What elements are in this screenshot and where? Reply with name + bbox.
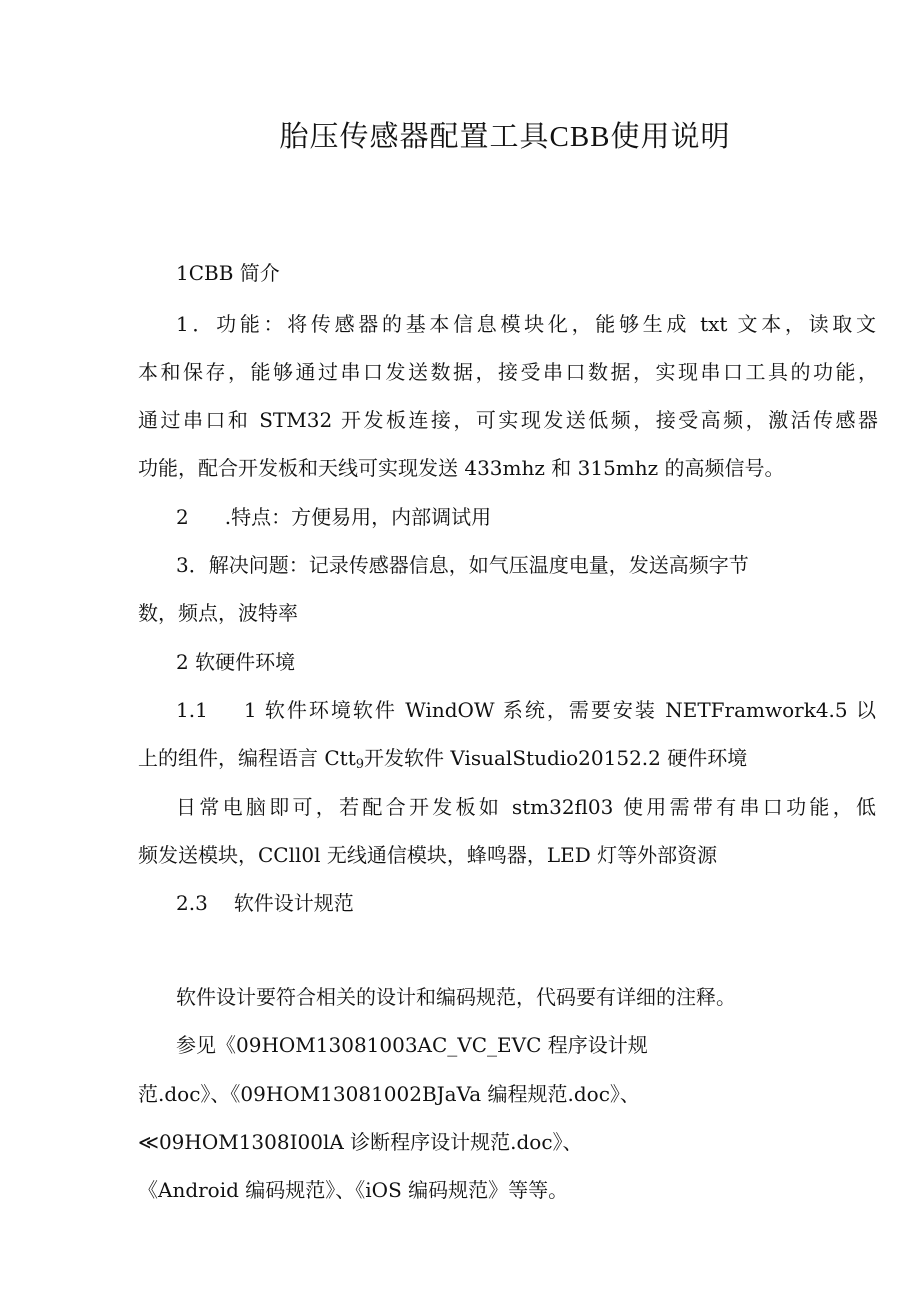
paragraph-problems-line-2: 数，频点，波特率 [138, 601, 298, 625]
paragraph-spec-line-5: 《Android 编码规范》、《iOS 编码规范》等等。 [138, 1178, 569, 1202]
paragraph-hardware-line-2: 频发送模块，CCll0l 无线通信模块，蜂鸣器，LED 灯等外部资源 [138, 843, 718, 867]
section-heading-environment: 2 软硬件环境 [176, 650, 296, 674]
paragraph-text: 上的组件，编程语言 Ctt [138, 746, 356, 770]
paragraph-software-line-1 [176, 695, 876, 725]
list-number: 1． [176, 312, 217, 336]
paragraph-spec-line-4: ≪09HOM1308I00lA 诊断程序设计规范.doc》、 [138, 1130, 583, 1154]
paragraph-function-line-1 [176, 309, 876, 339]
paragraph-spec-line-3: 范.doc》、《09HOM13081002BJaVa 编程规范.doc》、 [138, 1082, 640, 1106]
paragraph-function-line-3: 通过串口和 STM32 开发板连接，可实现发送低频，接受高频，激活传感器 [138, 408, 878, 432]
list-number: 2.3 [176, 891, 208, 915]
section-heading-design-spec [176, 888, 876, 918]
paragraph-features [176, 502, 876, 532]
paragraph-software-line-2 [138, 743, 878, 773]
document-title: 胎压传感器配置工具CBB使用说明 [279, 121, 731, 153]
list-number: 3． [176, 553, 209, 577]
list-number: 2 [176, 505, 189, 529]
paragraph-text: 功能：将传感器的基本信息模块化，能够生成 txt 文本，读取文 [216, 312, 876, 336]
paragraph-text: 1 软件环境软件 WindOW 系统，需要安装 NETFramwork4.5 以 [243, 698, 876, 722]
paragraph-text: .特点：方便易用，内部调试用 [224, 505, 492, 529]
paragraph-problems-line-1 [176, 550, 876, 580]
paragraph-text: 软件设计规范 [233, 891, 354, 915]
paragraph-function-line-4: 功能，配合开发板和天线可实现发送 433mhz 和 315mhz 的高频信号。 [138, 456, 785, 480]
paragraph-hardware-line-1: 日常电脑即可，若配合开发板如 stm32fl03 使用需带有串口功能，低 [176, 795, 876, 819]
paragraph-function-line-2: 本和保存，能够通过串口发送数据，接受串口数据，实现串口工具的功能， [138, 360, 878, 384]
paragraph-text: 开发软件 VisualStudio20152.2 硬件环境 [364, 746, 748, 770]
subscript-text: 9 [355, 757, 365, 772]
section-heading-intro: 1CBB 简介 [176, 261, 280, 285]
paragraph-spec-line-2: 参见《09HOM13081003AC_VC_EVC 程序设计规 [176, 1033, 648, 1057]
paragraph-text: 解决问题：记录传感器信息，如气压温度电量，发送高频字节 [208, 553, 749, 577]
paragraph-spec-line-1: 软件设计要符合相关的设计和编码规范，代码要有详细的注释。 [176, 985, 736, 1009]
list-number: 1.1 [176, 698, 208, 722]
